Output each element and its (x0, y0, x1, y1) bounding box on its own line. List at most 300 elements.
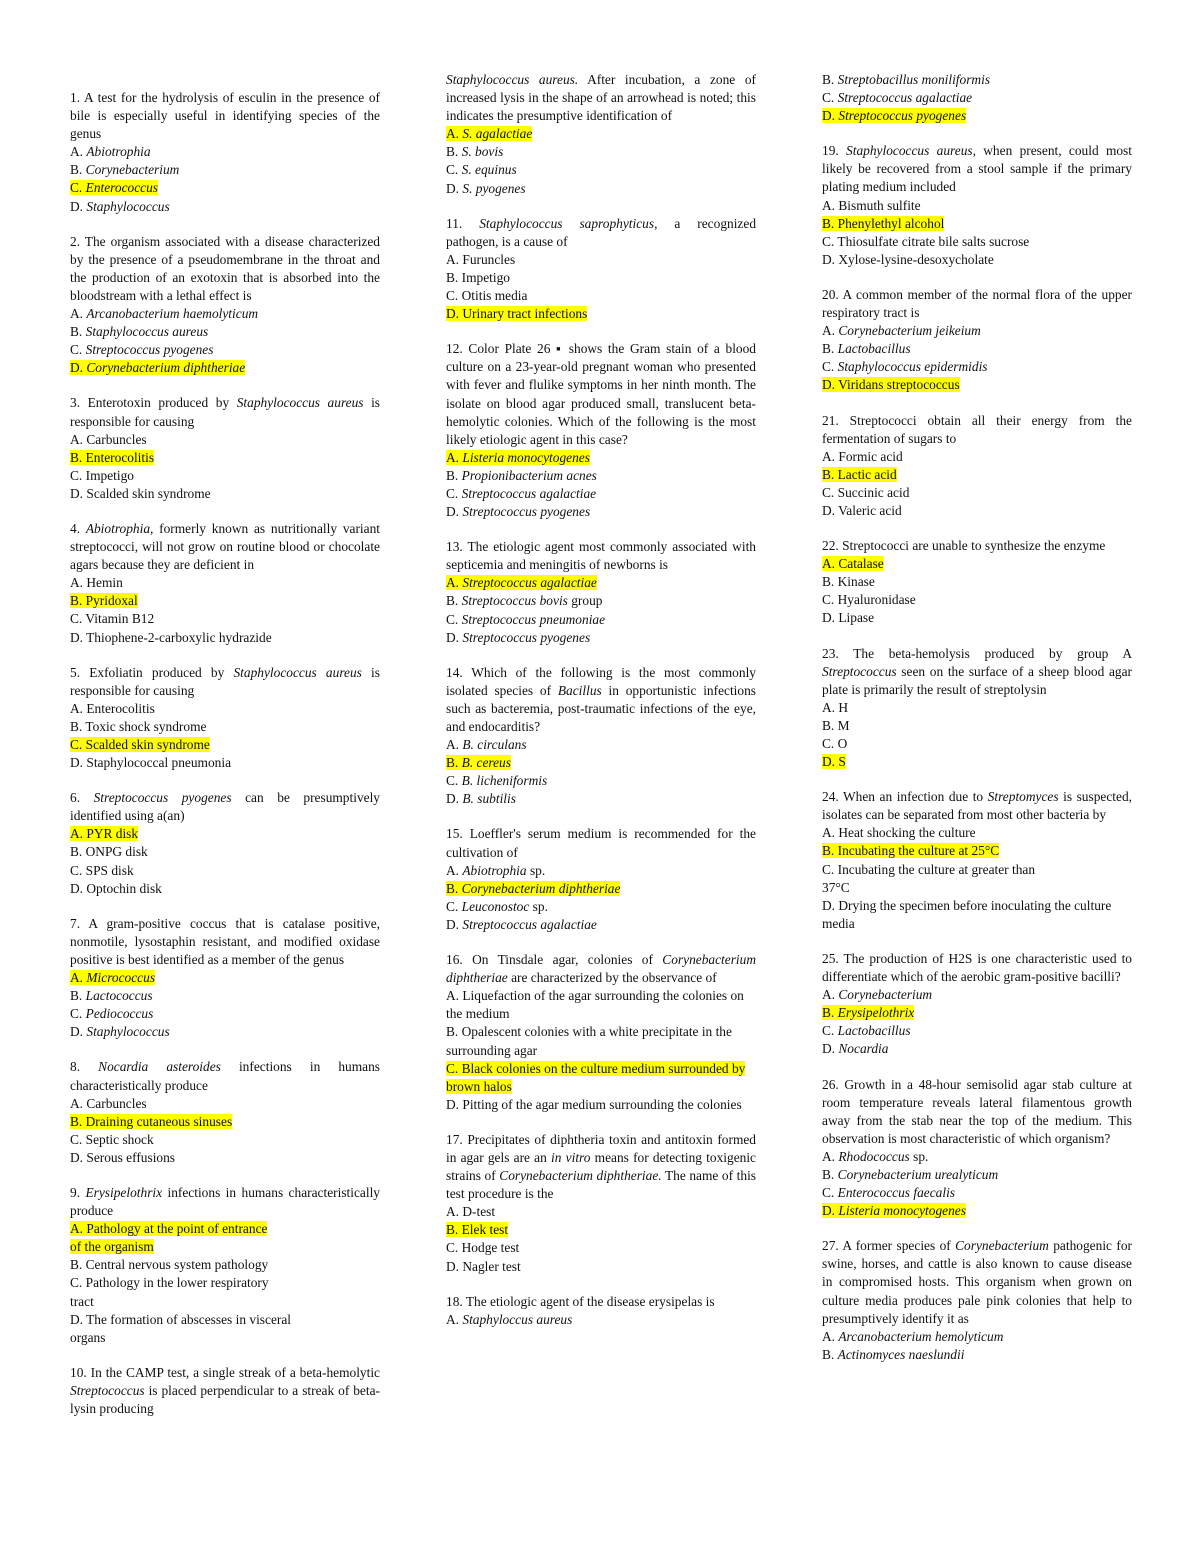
option-text (822, 1185, 955, 1200)
option-text (822, 1347, 964, 1362)
stem-text: After incubation, a zone of increased lysis in the shape of an arrowhead is noted; this indicates the presumptive identification of (446, 72, 756, 124)
option-italic-text: B. circulans (462, 737, 527, 753)
option-text (446, 144, 503, 159)
option-italic-text: Streptobacillus moniliformis (837, 72, 991, 87)
option-plain-text: A. (446, 575, 463, 591)
question-block (446, 1131, 756, 1276)
question-stem (446, 664, 756, 736)
option-text (822, 862, 1035, 877)
answer-option (446, 485, 756, 503)
question-block (822, 645, 1132, 772)
stem-text: in opportunistic infections such as bacteremia, post-traumatic infections of the eye, and endocarditis? (446, 682, 756, 734)
option-text (446, 1240, 519, 1255)
answer-option (70, 485, 380, 503)
option-text (822, 1005, 914, 1020)
answer-option (70, 1311, 380, 1329)
answer-option-highlighted (70, 825, 380, 843)
stem-text: infections in humans characteristically produce (70, 1184, 381, 1219)
question-stem (70, 789, 380, 825)
option-italic-text: Rhodococcus (838, 1148, 910, 1164)
stem-text: 21. Streptococci obtain all their energy from the fermentation of sugars to (822, 412, 1132, 446)
option-plain-text: D. Urinary tract infections (446, 306, 588, 322)
option-text (446, 899, 548, 914)
option-italic-text: B. subtilis (462, 791, 516, 807)
stem-italic-text: Nocardia asteroides (98, 1059, 221, 1075)
option-plain-text: D. (446, 629, 463, 645)
question-stem (70, 520, 380, 574)
option-italic-text: Streptococcus pneumoniae (461, 611, 606, 627)
option-text (822, 843, 999, 858)
option-plain-text: B. Kinase (822, 574, 875, 590)
option-italic-text: Corynebacterium (838, 987, 933, 1003)
option-text (822, 610, 874, 625)
option-italic-text: Streptococcus agalactiae (462, 575, 597, 591)
answer-option-highlighted (822, 1202, 1132, 1220)
option-plain-text: C. (70, 342, 86, 358)
option-plain-text: D. The formation of abscesses in visceral (70, 1311, 292, 1327)
option-italic-text: Streptococcus agalactiae (461, 485, 597, 501)
option-text (70, 863, 134, 878)
option-text (70, 1114, 232, 1129)
option-text (446, 1204, 495, 1219)
answer-option (446, 143, 756, 161)
option-text (822, 108, 966, 123)
question-stem (446, 825, 756, 861)
answer-option (70, 1329, 380, 1347)
option-plain-text: A. Pathology at the point of entrance (70, 1221, 268, 1237)
stem-italic-text: Staphylococcus aureus (236, 395, 364, 411)
answer-option (446, 898, 756, 916)
option-plain-text: B. (446, 755, 462, 771)
question-block (822, 950, 1132, 1059)
question-stem (446, 340, 756, 449)
answer-option (822, 197, 1132, 215)
answer-option (822, 322, 1132, 340)
option-text (446, 162, 517, 177)
answer-option (822, 502, 1132, 520)
option-text (70, 988, 153, 1003)
stem-text: 13. The etiologic agent most commonly associated with septicemia and meningitis of newborns is (446, 539, 756, 573)
option-plain-text: C. (822, 359, 838, 375)
option-text (446, 737, 527, 752)
option-plain-text: D. Drying the specimen before inoculating the culture media (822, 897, 1112, 931)
option-text (446, 881, 620, 896)
option-italic-text: Corynebacterium (85, 162, 180, 178)
option-text (822, 1041, 888, 1056)
option-text (70, 844, 148, 859)
answer-option-highlighted (822, 555, 1132, 573)
option-plain-text: B. Central nervous system pathology (70, 1257, 269, 1273)
option-text (70, 180, 158, 195)
option-plain-text: D. Pitting of the agar medium surrounding the colonies (446, 1096, 742, 1112)
option-text (70, 306, 258, 321)
answer-option-highlighted (70, 1238, 380, 1256)
stem-text: can be presumptively identified using a(an) (70, 790, 380, 824)
answer-option (446, 287, 756, 305)
stem-italic-text: Bacillus (557, 682, 602, 698)
question-stem (70, 1364, 380, 1418)
answer-option (70, 323, 380, 341)
option-plain-text: B. Toxic shock syndrome (70, 718, 207, 734)
question-block (446, 71, 756, 198)
option-text (70, 630, 272, 645)
option-plain-text: C. Thiosulfate citrate bile salts sucrose (822, 233, 1030, 249)
answer-option (446, 503, 756, 521)
stem-italic-text: Streptomyces (987, 789, 1059, 805)
stem-text: 16. On Tinsdale agar, colonies of (446, 952, 663, 968)
option-text (822, 592, 916, 607)
option-plain-text: D. (446, 180, 463, 196)
option-text (446, 1061, 745, 1094)
answer-option-highlighted (446, 1221, 756, 1239)
option-plain-text: A. Enterocolitis (70, 700, 155, 716)
answer-option (446, 987, 756, 1023)
stem-text: 3. Enterotoxin produced by (70, 395, 237, 411)
option-plain-text: B. Enterocolitis (70, 449, 155, 465)
option-text (822, 449, 903, 464)
stem-italic-text: Staphylococcus aureus, (846, 143, 976, 159)
stem-text: 26. Growth in a 48-hour semisolid agar stab culture at room temperature reveals lateral filamentous growth away from the stab near the top of the medium. This observation is most characteristic of which organism? (822, 1076, 1132, 1146)
question-block (70, 664, 380, 773)
option-text (446, 612, 605, 627)
option-plain-text: D. (70, 1024, 87, 1040)
question-block (822, 71, 1132, 125)
answer-option-highlighted (822, 215, 1132, 233)
answer-option (822, 897, 1132, 933)
stem-text: infections in humans characteristically produce (70, 1059, 381, 1093)
answer-option (822, 1148, 1132, 1166)
answer-option (446, 269, 756, 287)
question-stem (70, 1058, 380, 1094)
option-text (70, 737, 210, 752)
answer-option (446, 1203, 756, 1221)
stem-text: 14. Which of the following is the most commonly isolated species of (446, 664, 756, 698)
stem-text: 23. The beta-hemolysis produced by group A (822, 645, 1132, 661)
question-block (70, 394, 380, 503)
option-text (822, 736, 847, 751)
question-block (446, 664, 756, 809)
option-plain-text: B. Impetigo (446, 269, 510, 285)
question-stem (70, 664, 380, 700)
answer-option-highlighted (70, 969, 380, 987)
question-block (822, 142, 1132, 269)
question-stem (822, 537, 1132, 555)
option-plain-text: C. Pathology in the lower respiratory (70, 1275, 269, 1291)
question-block (446, 951, 756, 1114)
stem-italic-text: Staphylococcus aureus (233, 664, 362, 680)
option-plain-text: C. SPS disk (70, 862, 134, 878)
option-plain-text: B. ONPG disk (70, 844, 148, 860)
answer-option-highlighted (446, 125, 756, 143)
answer-option (70, 987, 380, 1005)
answer-option (822, 1022, 1132, 1040)
answer-option-highlighted (446, 574, 756, 592)
stem-text: 25. The production of H2S is one characteristic used to differentiate which of the aerobic gram-positive bacilli? (822, 950, 1132, 985)
option-plain-text: B. (70, 988, 86, 1004)
stem-text: 24. When an infection due to (822, 789, 988, 805)
question-stem (822, 788, 1132, 824)
option-text (446, 306, 587, 321)
question-stem (446, 1293, 756, 1311)
option-plain-text: D. (70, 360, 87, 376)
option-plain-text: D. (446, 916, 463, 932)
stem-italic-text: Corynebacterium diphtheriae (446, 952, 756, 986)
option-plain-text: B. M (822, 717, 850, 733)
option-plain-text: A. (70, 144, 87, 160)
stem-text: 19. (822, 143, 847, 159)
option-plain-text: B. Opalescent colonies with a white precipitate in the surrounding agar (446, 1024, 732, 1058)
option-plain-text: A. (822, 1328, 839, 1344)
stem-italic-text: Staphylococcus aureus. (446, 72, 579, 87)
answer-option (70, 610, 380, 628)
question-stem (70, 1184, 380, 1220)
option-plain-text: A. H (822, 699, 849, 715)
answer-option (822, 735, 1132, 753)
question-block (70, 915, 380, 1042)
question-stem (446, 951, 756, 987)
option-italic-text: Corynebacterium jeikeium (838, 323, 981, 339)
option-plain-text: D. Viridans streptococcus (822, 377, 960, 393)
option-text (70, 450, 154, 465)
answer-option (446, 736, 756, 754)
option-plain-text: A. PYR disk (70, 826, 139, 842)
answer-option (70, 431, 380, 449)
option-plain-text: B. Incubating the culture at 25°C (822, 843, 1000, 859)
option-plain-text: B. (446, 144, 462, 160)
option-italic-text: Erysipelothrix (837, 1005, 915, 1021)
option-plain-text: A. (446, 126, 463, 142)
answer-option (822, 1166, 1132, 1184)
option-text (70, 826, 138, 841)
option-plain-text: A. Carbuncles (70, 431, 147, 447)
option-text (70, 593, 138, 608)
option-plain-text: A. (70, 970, 87, 986)
option-text (446, 755, 511, 770)
option-plain-text: C. (822, 1023, 838, 1039)
option-italic-text: Staphylococcus (86, 1024, 170, 1040)
option-text (446, 270, 510, 285)
answer-option (70, 843, 380, 861)
option-italic-text: Corynebacterium diphtheriae (461, 880, 621, 896)
answer-option (70, 198, 380, 216)
stem-text: when present, could most likely be recovered from a stool sample if the primary plating medium included (822, 143, 1132, 195)
option-plain-text: B. Phenylethyl alcohol (822, 215, 945, 231)
option-text (822, 1329, 1003, 1344)
option-text (446, 1259, 521, 1274)
question-stem (822, 645, 1132, 699)
question-stem (822, 1076, 1132, 1148)
option-italic-text: Corynebacterium urealyticum (837, 1166, 999, 1182)
question-stem (446, 538, 756, 574)
option-plain-text: C. Scalded skin syndrome (70, 737, 210, 752)
stem-text: formerly known as nutritionally variant streptococci, will not grow on routine blood or chocolate agars because they are deficient in (70, 520, 381, 573)
stem-text: is suspected, isolates can be separated from most other bacteria by (822, 789, 1132, 823)
option-plain-text: C. (446, 773, 462, 789)
option-text (70, 1221, 267, 1236)
option-italic-text: Streptococcus agalactiae (462, 916, 597, 932)
option-plain-text: B. (822, 1005, 838, 1021)
option-text (70, 575, 123, 590)
stem-text: 1. A test for the hydrolysis of esculin in the presence of bile is especially useful in identifying species of the genus (70, 90, 380, 142)
option-italic-text: Actinomyces naeslundii (837, 1346, 965, 1362)
option-plain-text: D. Thiophene-2-carboxylic hydrazide (70, 629, 272, 645)
answer-option (822, 340, 1132, 358)
option-plain-text: D. Optochin disk (70, 880, 162, 896)
answer-option (446, 161, 756, 179)
option-plain-text: C. Vitamin B12 (70, 611, 155, 627)
option-plain-text: tract (70, 1293, 94, 1309)
option-plain-text: B. (822, 1346, 838, 1362)
question-stem (822, 1237, 1132, 1327)
option-text (70, 611, 154, 626)
question-block (70, 789, 380, 898)
option-text (822, 323, 981, 338)
stem-text: seen on the surface of a sheep blood agar plate is primarily the result of streptolysin (822, 663, 1132, 697)
answer-option (822, 484, 1132, 502)
option-plain-text: D. (446, 791, 463, 807)
answer-option (70, 1095, 380, 1113)
option-italic-text: Micrococcus (86, 970, 156, 986)
stem-text: 22. Streptococci are unable to synthesize the enzyme (822, 538, 1106, 554)
option-text (822, 825, 976, 840)
option-text (70, 719, 206, 734)
option-plain-text: C. Black colonies on the culture medium surrounded by brown halos (446, 1060, 746, 1094)
option-text (70, 1150, 175, 1165)
option-plain-text: A. Hemin (70, 575, 123, 591)
answer-option (822, 609, 1132, 627)
option-text (446, 1222, 508, 1237)
option-text (446, 863, 545, 878)
answer-option-highlighted (446, 880, 756, 898)
option-plain-text: A. Carbuncles (70, 1095, 147, 1111)
option-text (446, 791, 516, 806)
option-plain-text: C. Hyaluronidase (822, 592, 916, 608)
answer-option (70, 161, 380, 179)
answer-option (70, 467, 380, 485)
stem-text: 9. (70, 1184, 86, 1200)
answer-option (70, 341, 380, 359)
answer-option (822, 1328, 1132, 1346)
option-text (70, 468, 134, 483)
question-block (822, 788, 1132, 933)
answer-option (70, 305, 380, 323)
option-plain-text: A. (822, 323, 839, 339)
option-text (446, 126, 532, 141)
option-plain-text: of the organism (70, 1239, 154, 1255)
option-plain-text: A. (822, 987, 839, 1003)
question-block (70, 1184, 380, 1347)
stem-text: 27. A former species of (822, 1238, 956, 1254)
option-italic-text: Enterococcus (85, 180, 159, 196)
answer-option (446, 862, 756, 880)
option-text (70, 1132, 154, 1147)
option-plain-text: D. Valeric acid (822, 502, 902, 518)
option-text (446, 630, 590, 645)
answer-option (822, 1346, 1132, 1364)
option-text (822, 198, 921, 213)
option-plain-text: D. Serous effusions (70, 1149, 176, 1165)
question-block (822, 537, 1132, 627)
answer-option-highlighted (446, 1060, 756, 1096)
stem-text: are characterized by the observance of (507, 970, 717, 986)
answer-option (822, 89, 1132, 107)
question-block (70, 520, 380, 647)
question-block (446, 215, 756, 324)
answer-option (70, 718, 380, 736)
answer-option-highlighted (70, 359, 380, 377)
stem-text: 2. The organism associated with a disease characterized by the presence of a pseudomembrane in the throat and the production of an exotoxin that is absorbed into the bloodstream with a lethal effect is (70, 233, 380, 303)
option-plain-text: C. Incubating the culture at greater than (822, 861, 1036, 877)
option-text (70, 970, 155, 985)
answer-option (446, 1258, 756, 1276)
option-italic-text: Streptococcus pyogenes (838, 108, 967, 124)
answer-option (446, 629, 756, 647)
answer-option-highlighted (822, 753, 1132, 771)
answer-option (822, 573, 1132, 591)
option-plain-text: C. Otitis media (446, 288, 528, 304)
option-italic-text: Staphyloccus aureus (462, 1311, 573, 1327)
option-plain-text: A. Catalase (822, 556, 884, 572)
question-block (822, 286, 1132, 395)
column-1 (70, 89, 380, 1435)
answer-option (446, 790, 756, 808)
option-italic-text: Arcanobacterium hemolyticum (838, 1328, 1004, 1344)
option-plain-text: D. Nagler test (446, 1258, 521, 1274)
option-text (822, 234, 1029, 249)
option-italic-text: Leuconostoc (461, 898, 530, 914)
answer-option (822, 358, 1132, 376)
option-text (446, 468, 597, 483)
question-block (70, 89, 380, 216)
option-text (822, 700, 848, 715)
question-block (70, 1364, 380, 1418)
answer-option (822, 71, 1132, 89)
option-plain-text: B. (446, 880, 462, 896)
option-plain-text: B. Lactic acid (822, 466, 897, 482)
option-text (822, 898, 1111, 931)
option-text (446, 988, 744, 1021)
stem-text: pathogenic for swine, horses, and cattle is also known to cause disease in compromised hosts. This organism when grown on culture media produces pale pink colonies that help to presumptively identify it as (822, 1238, 1132, 1326)
stem-italic-text: Staphylococcus saprophyticus, (479, 215, 658, 231)
answer-option (70, 880, 380, 898)
stem-text: 10. In the CAMP test, a single streak of a beta-hemolytic (70, 1364, 380, 1380)
answer-option (70, 1005, 380, 1023)
option-italic-text: B. licheniformis (461, 773, 548, 789)
answer-option (822, 591, 1132, 609)
option-text (822, 556, 884, 571)
stem-italic-text: Streptococcus pyogenes (93, 790, 232, 806)
stem-text: 11. (446, 215, 480, 231)
option-text (70, 324, 208, 339)
question-block (446, 825, 756, 934)
option-plain-text: C. (822, 90, 838, 106)
option-plain-text: D. S (822, 754, 846, 770)
option-plain-text: B. (822, 72, 838, 87)
answer-option (446, 916, 756, 934)
option-text (822, 90, 972, 105)
option-plain-text: B. (822, 1166, 838, 1182)
option-text (822, 216, 944, 231)
option-plain-text: C. Impetigo (70, 467, 134, 483)
option-plain-text: A. (446, 737, 463, 753)
option-plain-text: B. Draining cutaneous sinuses (70, 1113, 233, 1129)
answer-option (70, 1274, 380, 1292)
option-plain-text: A. (446, 1311, 463, 1327)
stem-text: The name of this test procedure is the (446, 1168, 756, 1202)
option-text (822, 718, 850, 733)
option-plain-text: C. (70, 180, 86, 196)
answer-option (822, 861, 1132, 879)
